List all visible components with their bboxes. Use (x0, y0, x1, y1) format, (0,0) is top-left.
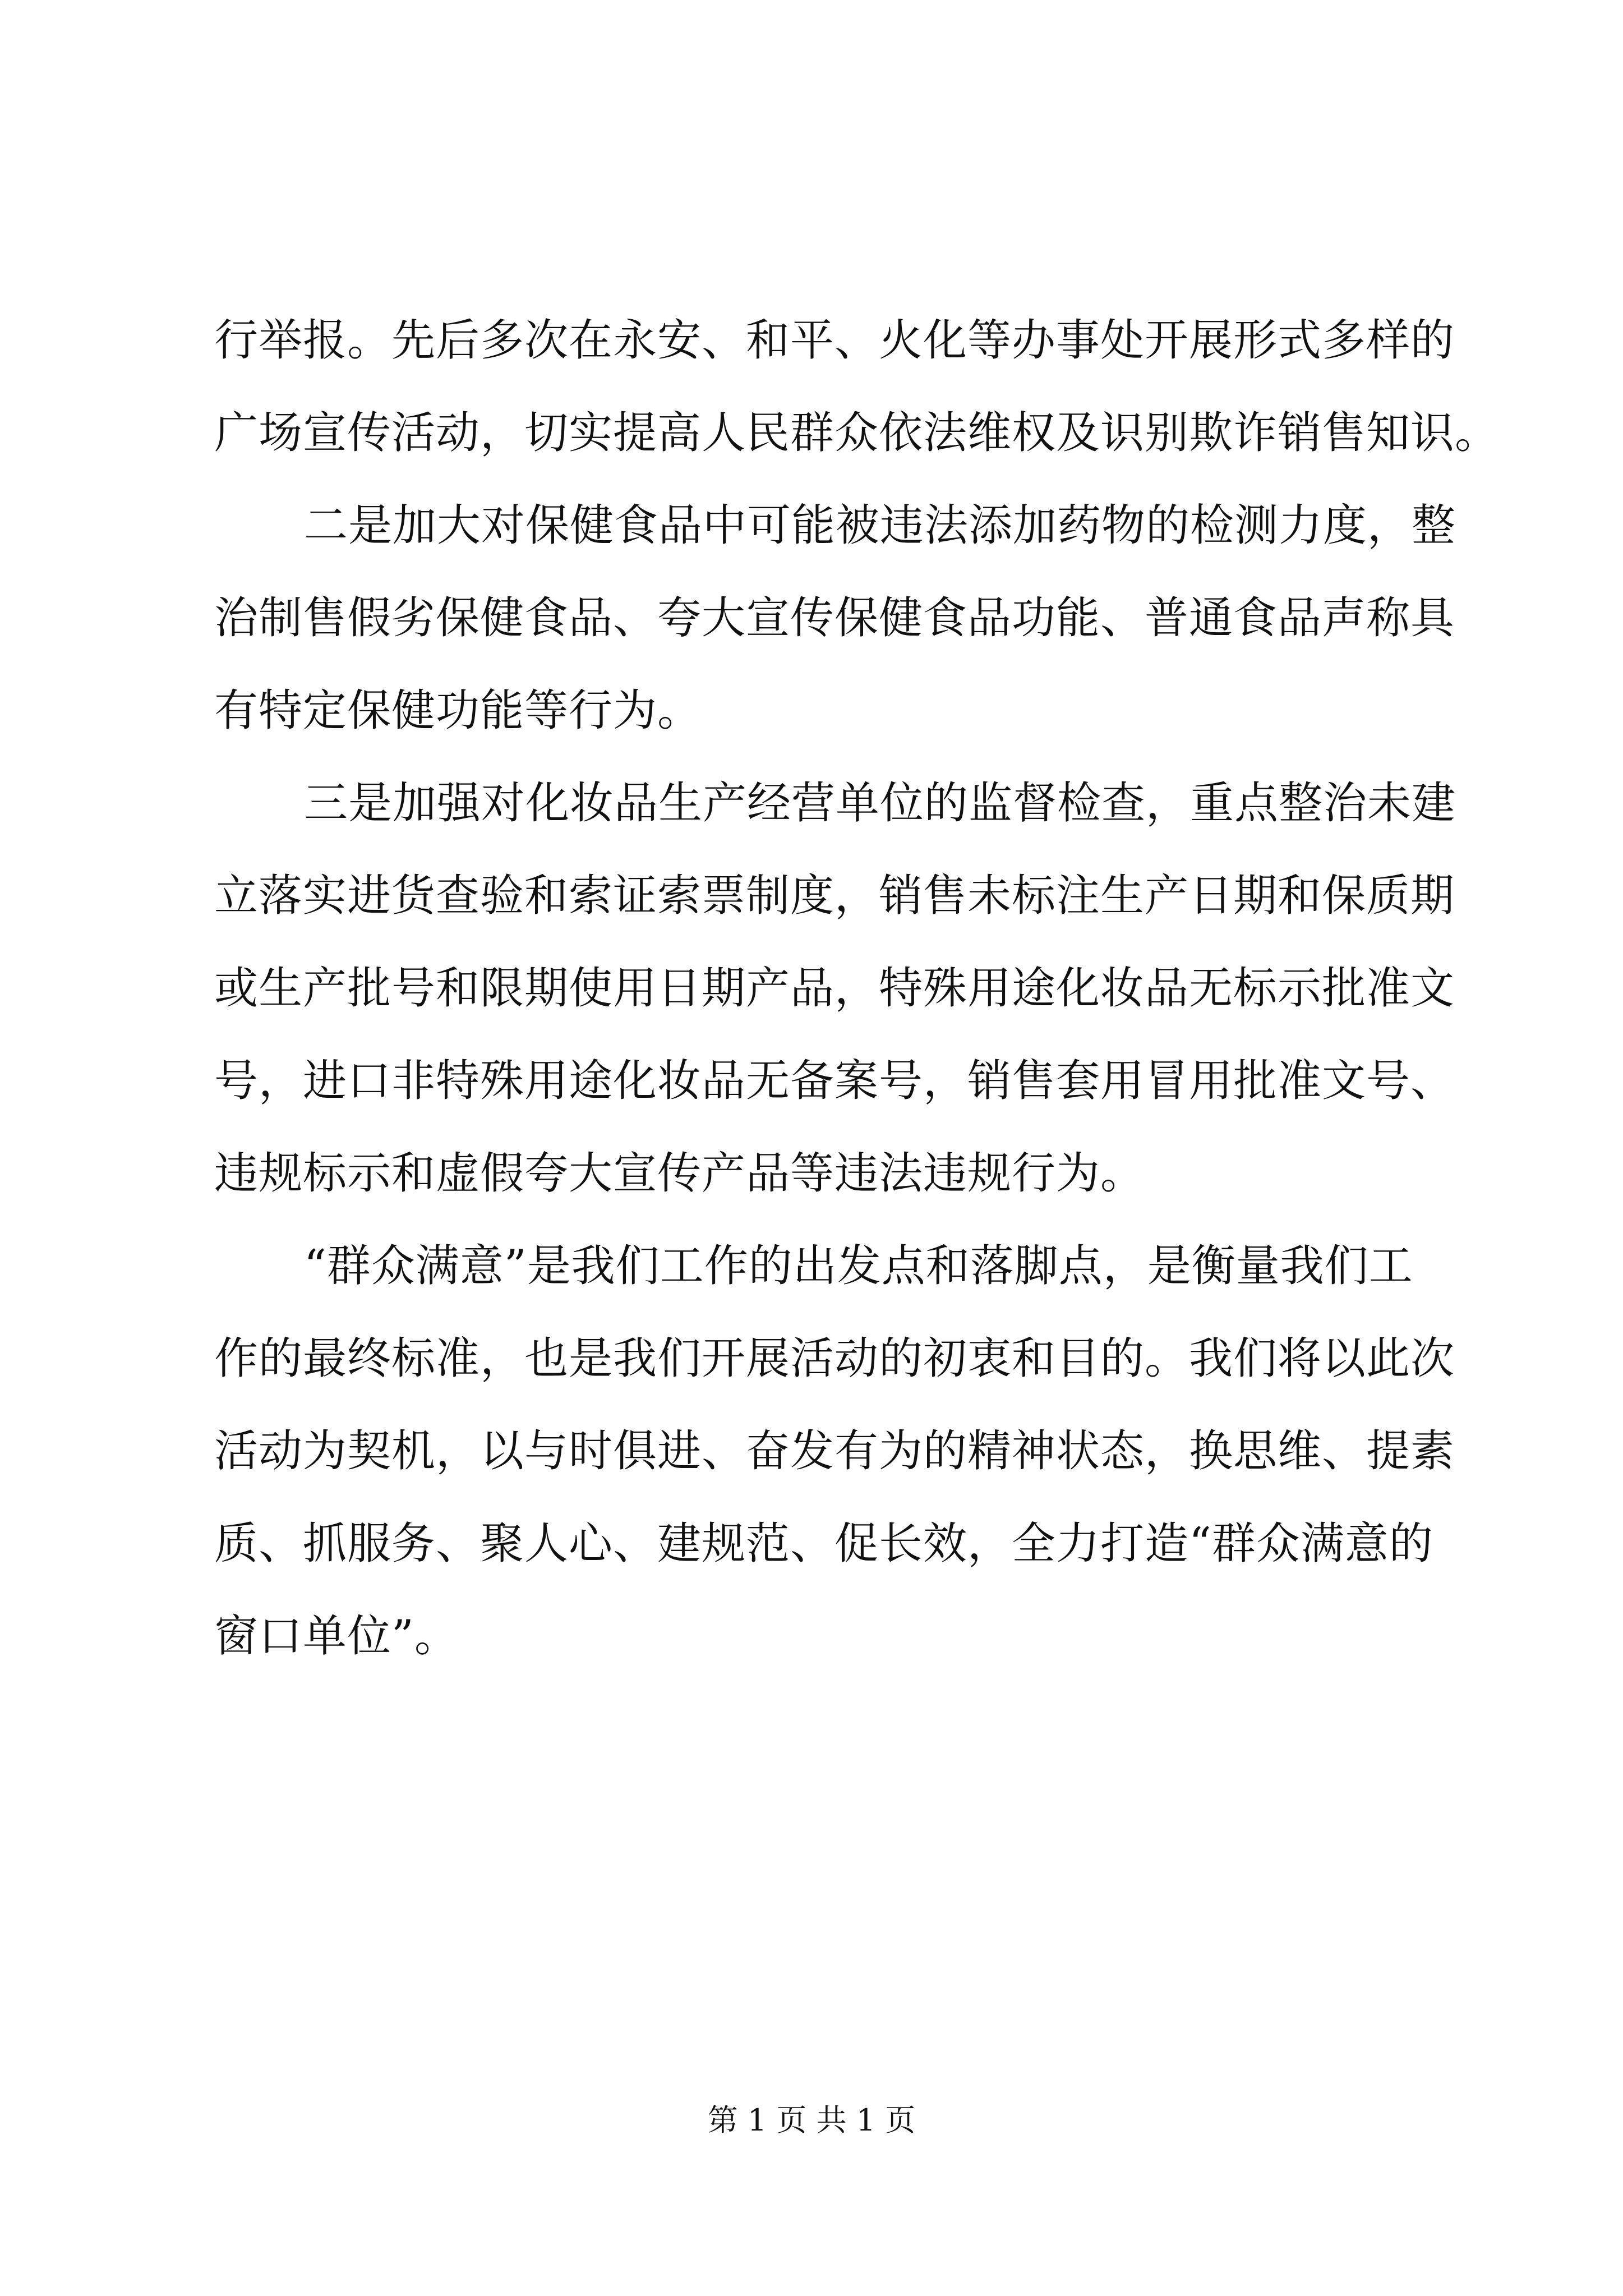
text-line: 或生产批号和限期使用日期产品，特殊用途化妆品无标示批准文 (214, 963, 1455, 1014)
paragraph-start-line: 三是加强对化妆品生产经营单位的监督检查，重点整治未建 (304, 778, 1456, 829)
text-line: 活动为契机，以与时俱进、奋发有为的精神状态，换思维、提素 (214, 1426, 1455, 1476)
page-footer: 第 1 页 共 1 页 (707, 2102, 916, 2138)
paragraph-start-line: “群众满意”是我们工作的出发点和落脚点，是衡量我们工 (304, 1241, 1413, 1291)
text-line: 质、抓服务、聚人心、建规范、促长效，全力打造“群众满意的 (214, 1519, 1433, 1569)
text-line: 广场宣传活动，切实提高人民群众依法维权及识别欺诈销售知识。 (214, 408, 1500, 458)
text-line: 行举报。先后多次在永安、和平、火化等办事处开展形式多样的 (214, 315, 1455, 366)
text-line: 治制售假劣保健食品、夸大宣传保健食品功能、普通食品声称具 (214, 593, 1455, 643)
text-line: 立落实进货查验和索证索票制度，销售未标注生产日期和保质期 (214, 871, 1455, 921)
document-body (214, 295, 1500, 1683)
text-line: 号，进口非特殊用途化妆品无备案号，销售套用冒用批准文号、 (214, 1056, 1455, 1106)
text-line: 违规标示和虚假夸大宣传产品等违法违规行为。 (214, 1148, 1145, 1199)
text-line: 窗口单位”。 (214, 1611, 459, 1662)
text-line: 有特定保健功能等行为。 (214, 685, 702, 736)
paragraph-start-line: 二是加大对保健食品中可能被违法添加药物的检测力度，整 (304, 500, 1456, 551)
text-line: 作的最终标准，也是我们开展活动的初衷和目的。我们将以此次 (214, 1333, 1455, 1384)
